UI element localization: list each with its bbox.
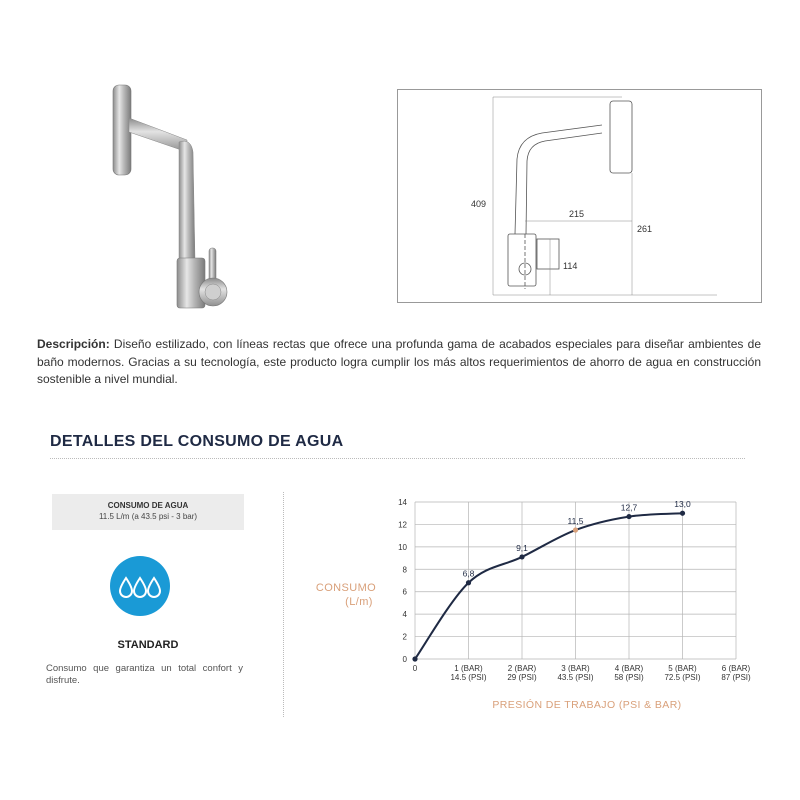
consumption-value: 11.5 L/m (a 43.5 psi - 3 bar) [98,512,198,521]
data-label: 13,0 [674,499,691,510]
x-tick-label-bar: 5 (BAR) [668,664,697,673]
consumption-level-label: STANDARD [117,639,179,651]
x-tick-label-psi: 87 (PSI) [721,673,751,682]
dimension-409: 409 [471,199,487,209]
x-axis-ticks [413,664,751,682]
consumption-level-description: Consumo que garantiza un total confort y disfrute. [46,663,243,686]
x-tick-label-psi: 58 (PSI) [614,673,644,682]
description-text: Diseño estilizado, con líneas rectas que ofrece una profunda gama de acabados especiales para diseñar ambientes de baño modernos. Gracias a su tecnología, este producto logra cumplir los más altos requerimientos de ahorro de agua en construcción sostenible a nivel mundial. [37,337,761,386]
y-axis-ticks [398,498,407,664]
section-title: DETALLES DEL CONSUMO DE AGUA [50,433,344,450]
x-axis-label: PRESIÓN DE TRABAJO (PSI & BAR) [492,699,682,711]
y-axis-label-line2: (L/m) [345,596,373,608]
faucet-product-image [95,80,245,320]
dimension-215: 215 [569,209,585,219]
series-line [415,513,683,659]
data-label: 12,7 [620,502,638,513]
y-tick-label: 0 [402,655,407,664]
dimension-114: 114 [563,261,578,271]
water-consumption-box [52,494,244,530]
data-point [519,554,524,559]
description-label: Descripción: [37,337,110,351]
x-tick-label-bar: 0 [412,664,418,673]
data-points [412,499,691,661]
x-tick-label-bar: 3 (BAR) [561,664,590,673]
data-point [573,527,578,532]
data-label: 6,8 [462,568,475,579]
y-tick-label: 4 [402,610,407,620]
x-tick-label-bar: 2 (BAR) [507,664,537,673]
y-tick-label: 6 [402,587,407,597]
x-tick-label-psi: 72.5 (PSI) [664,673,701,682]
data-label: 9,1 [516,542,528,553]
water-consumption-chart [300,490,760,715]
data-point [412,656,417,661]
vertical-divider [283,492,284,717]
data-point [466,580,471,585]
x-tick-label-bar: 4 (BAR) [614,664,644,673]
y-tick-label: 10 [398,542,407,552]
y-tick-label: 12 [398,520,407,530]
dimension-261: 261 [637,224,653,234]
data-label: 11,5 [567,516,584,527]
data-point [626,514,631,519]
y-tick-label: 14 [398,498,407,507]
x-tick-label-psi: 43.5 (PSI) [557,673,594,682]
section-divider [50,458,745,459]
x-tick-label-bar: 6 (BAR) [721,664,751,673]
x-tick-label-psi: 29 (PSI) [507,673,537,682]
technical-drawing [397,89,762,303]
y-tick-label: 8 [402,565,407,575]
x-tick-label-psi: 14.5 (PSI) [450,673,487,682]
y-tick-label: 2 [402,632,407,642]
three-water-drops-icon [108,554,172,618]
y-axis-label-line1: CONSUMO [315,582,377,594]
data-point [680,511,685,516]
product-description [37,336,761,389]
consumption-title: CONSUMO DE AGUA [107,501,189,510]
x-tick-label-bar: 1 (BAR) [454,664,483,673]
